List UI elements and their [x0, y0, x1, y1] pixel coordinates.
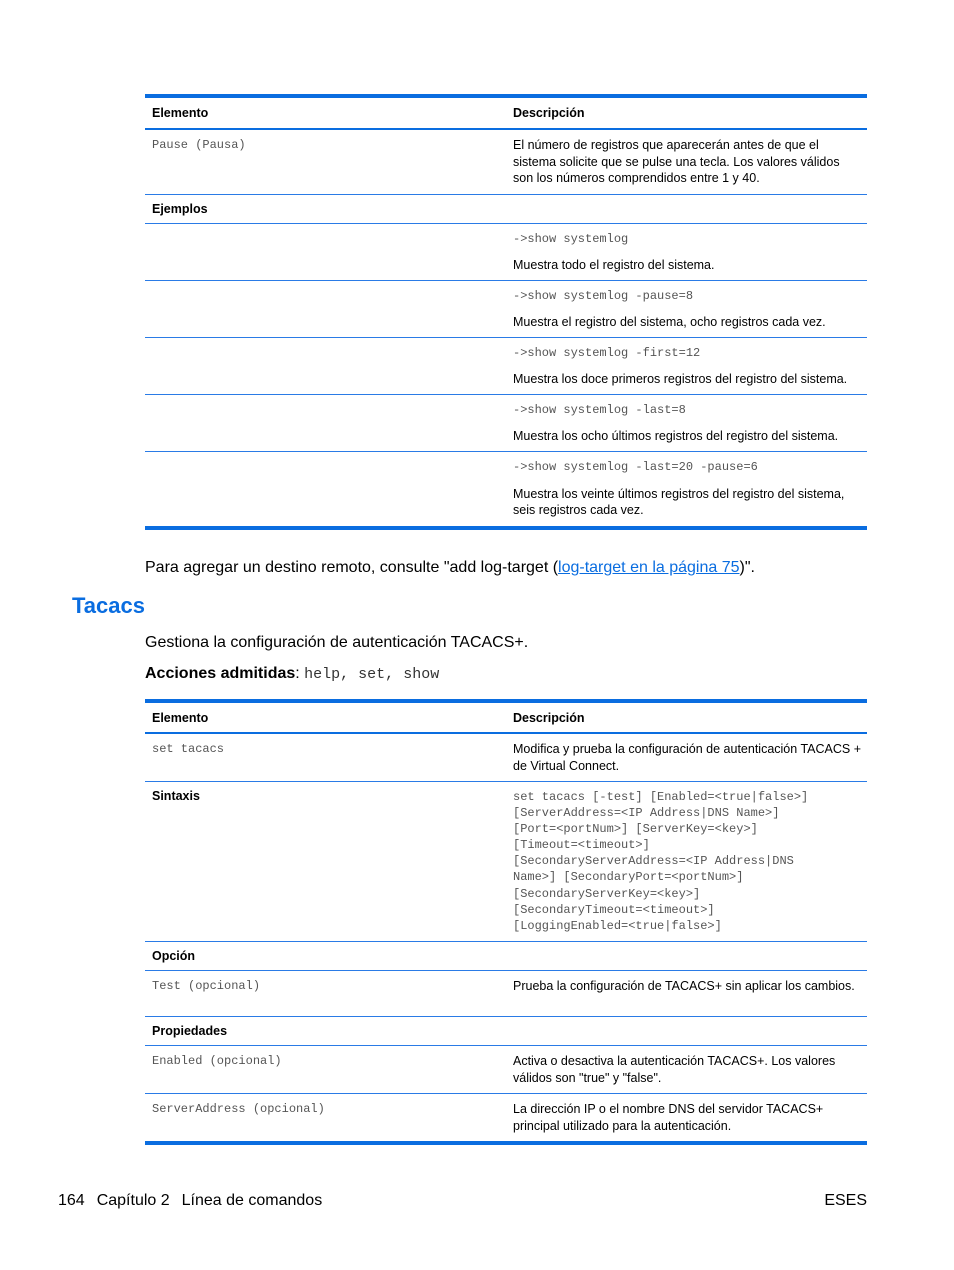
- label-opcion: Opción: [145, 942, 506, 971]
- remote-target-text-before: Para agregar un destino remoto, consulte "add log-target (: [145, 559, 559, 576]
- syntax-line: [SecondaryServerKey=<key>]: [513, 886, 701, 901]
- section-row-ejemplos: [145, 194, 867, 223]
- example-description: Muestra el registro del sistema, ocho registros cada vez.: [513, 314, 826, 329]
- desc-enabled: Activa o desactiva la autenticación TACACS+. Los valores válidos son "true" y "false".: [506, 1046, 867, 1094]
- example-description: Muestra los veinte últimos registros del registro del sistema, seis registros cada vez.: [513, 486, 845, 517]
- example-description: Muestra todo el registro del sistema.: [513, 257, 715, 272]
- syntax-line: [LoggingEnabled=<true|false>]: [513, 918, 722, 933]
- section-title: Tacacs: [72, 593, 145, 618]
- section-row-opcion: [145, 942, 867, 971]
- desc-set-tacacs: Modifica y prueba la configuración de autenticación TACACS + de Virtual Connect.: [506, 733, 867, 782]
- footer-language: ESES: [824, 1192, 867, 1209]
- desc-pause: El número de registros que aparecerán antes de que el sistema solicite que se pulse una tecla. Los valores válidos son los números comprendidos entre 1 y 40.: [506, 129, 867, 194]
- table-row: [145, 733, 867, 782]
- example-row: [145, 223, 867, 280]
- syntax-line: [SecondaryServerAddress=<IP Address|DNS: [513, 854, 794, 869]
- header-descripcion: Descripción: [506, 96, 867, 129]
- desc-server-address: La dirección IP o el nombre DNS del servidor TACACS+ principal utilizado para la autenticación.: [506, 1094, 867, 1144]
- remote-target-paragraph: [145, 559, 755, 577]
- remote-target-text-after: )".: [739, 559, 755, 576]
- page-footer-left: [58, 1192, 334, 1210]
- header-elemento: Elemento: [145, 96, 506, 129]
- example-command: ->show systemlog -last=20 -pause=6: [513, 459, 758, 474]
- actions-separator: :: [295, 665, 305, 682]
- example-description: Muestra los ocho últimos registros del registro del sistema.: [513, 428, 839, 443]
- table-header-row: [145, 96, 867, 129]
- syntax-line: Name>] [SecondaryPort=<portNum>]: [513, 870, 744, 885]
- section-intro: Gestiona la configuración de autenticación TACACS+.: [145, 634, 529, 651]
- label-sintaxis: Sintaxis: [145, 782, 506, 942]
- table-row: [145, 971, 867, 1017]
- syntax-line: set tacacs [-test] [Enabled=<true|false>]: [513, 790, 809, 804]
- table-header-row: [145, 701, 867, 733]
- table-row: [145, 1094, 867, 1144]
- page-number: 164: [58, 1192, 85, 1209]
- systemlog-options-table: [145, 94, 867, 530]
- table-row: [145, 129, 867, 194]
- example-row: [145, 337, 867, 394]
- example-row: [145, 451, 867, 528]
- label-ejemplos: Ejemplos: [145, 194, 506, 223]
- header-elemento: Elemento: [145, 701, 506, 733]
- example-row: [145, 280, 867, 337]
- syntax-line: [Timeout=<timeout>]: [513, 838, 650, 853]
- item-server-address: ServerAddress (opcional): [152, 1102, 325, 1116]
- syntax-line: [ServerAddress=<IP Address|DNS Name>]: [513, 806, 780, 821]
- example-description: Muestra los doce primeros registros del registro del sistema.: [513, 371, 848, 386]
- section-row-propiedades: [145, 1017, 867, 1046]
- table-row: [145, 1046, 867, 1094]
- item-set-tacacs: set tacacs: [152, 742, 225, 756]
- supported-actions: [145, 665, 439, 683]
- header-descripcion: Descripción: [506, 701, 867, 733]
- item-test: Test (opcional): [152, 979, 261, 993]
- tacacs-options-table: [145, 699, 867, 1145]
- syntax-line: [SecondaryTimeout=<timeout>]: [513, 902, 715, 917]
- item-enabled: Enabled (opcional): [152, 1054, 282, 1068]
- example-command: ->show systemlog -last=8: [513, 402, 686, 417]
- actions-label: Acciones admitidas: [145, 665, 296, 682]
- chapter-label: Capítulo 2: [96, 1192, 170, 1209]
- log-target-link[interactable]: log-target en la página 75: [558, 559, 740, 576]
- example-command: ->show systemlog -pause=8: [513, 288, 694, 303]
- desc-test: Prueba la configuración de TACACS+ sin aplicar los cambios.: [506, 971, 867, 1017]
- item-pause: Pause (Pausa): [152, 138, 246, 152]
- syntax-row: [145, 782, 867, 942]
- chapter-title: Línea de comandos: [181, 1192, 323, 1209]
- syntax-line: [Port=<portNum>] [ServerKey=<key>]: [513, 822, 758, 837]
- example-row: [145, 394, 867, 451]
- label-propiedades: Propiedades: [145, 1017, 506, 1046]
- example-command: ->show systemlog -first=12: [513, 345, 701, 360]
- actions-values: help, set, show: [304, 666, 440, 683]
- example-command: ->show systemlog: [513, 231, 629, 246]
